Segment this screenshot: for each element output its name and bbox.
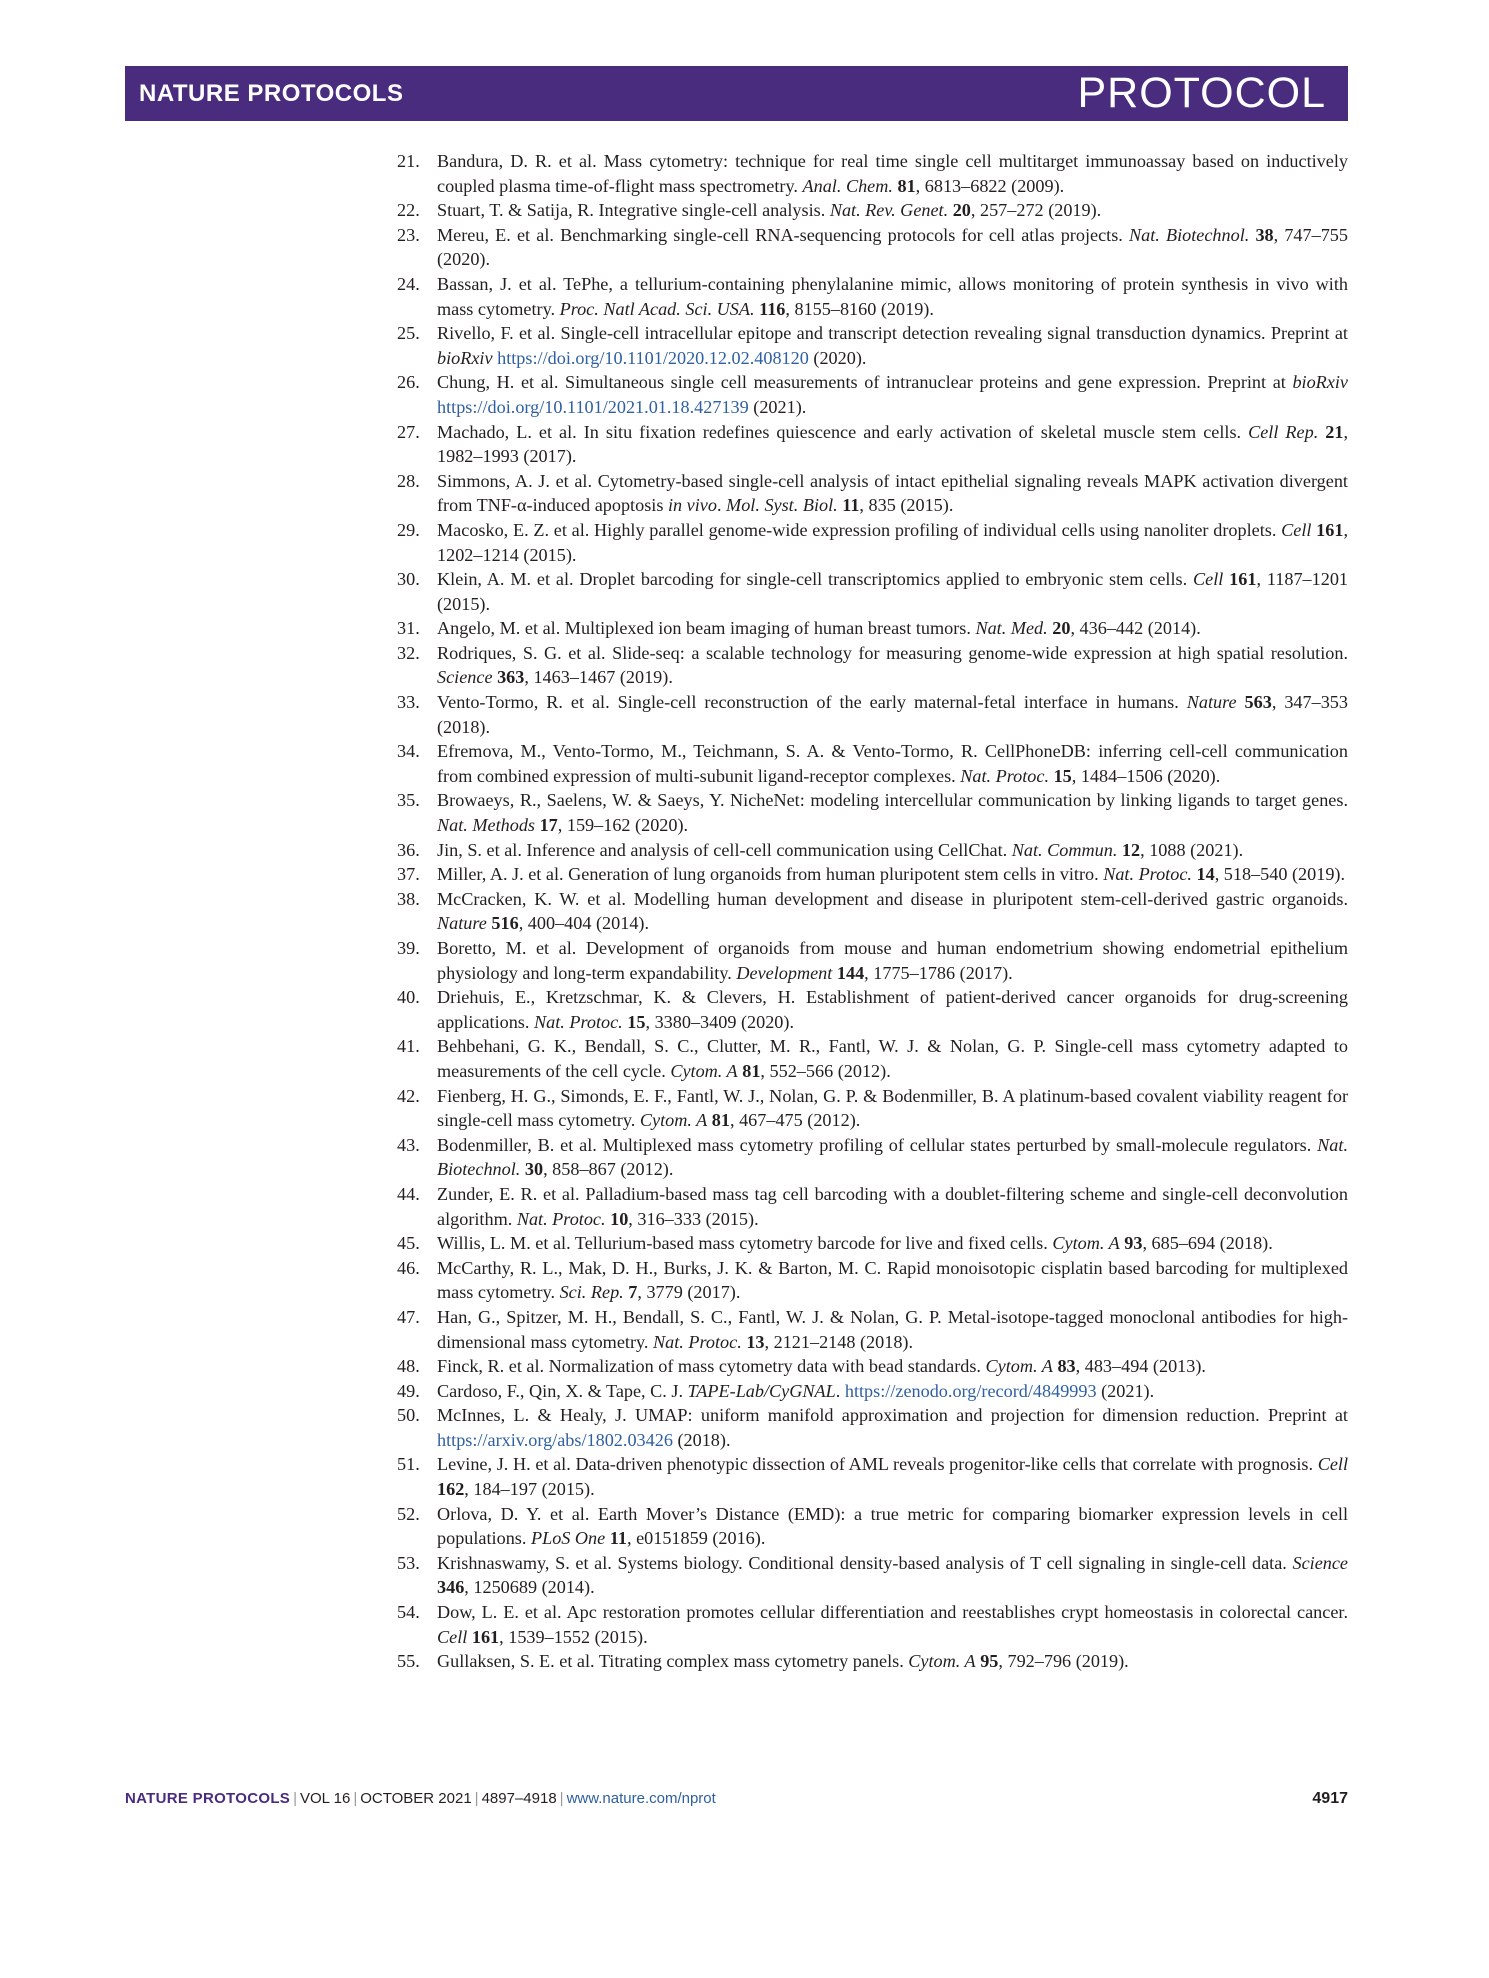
reference-text: , 1088 (2021). — [1140, 839, 1244, 860]
reference-item — [397, 1133, 1348, 1182]
reference-list — [397, 149, 1348, 1674]
reference-link[interactable]: https://doi.org/10.1101/2020.12.02.408120 — [497, 347, 809, 368]
reference-volume: 516 — [491, 913, 519, 934]
reference-italic-text: Nat. Protoc. — [653, 1331, 742, 1352]
reference-italic-text: Cell — [1192, 569, 1224, 590]
reference-volume: 162 — [437, 1479, 465, 1500]
reference-number: 31. — [397, 618, 420, 639]
footer-separator: | — [474, 1790, 479, 1807]
reference-text: , 1202–1214 (2015). — [437, 519, 1348, 565]
reference-italic-text: Cytom. A — [639, 1110, 708, 1131]
reference-italic-text: Development — [736, 962, 833, 983]
reference-text: Miller, A. J. et al. Generation of lung organoids from human pluripotent stem cells in vitro. — [437, 864, 1104, 885]
journal-header-bar — [125, 66, 1348, 121]
reference-item — [397, 1379, 1348, 1404]
footer-separator: | — [293, 1790, 297, 1807]
reference-item — [397, 862, 1348, 887]
reference-text: , 467–475 (2012). — [729, 1110, 861, 1131]
reference-number: 21. — [397, 151, 420, 171]
reference-item — [397, 1231, 1348, 1256]
reference-text: , 8155–8160 (2019). — [785, 298, 934, 319]
reference-italic-text: Cell — [1281, 519, 1312, 540]
reference-text: Han, G., Spitzer, M. H., Bendall, S. C., Fantl, W. J. & Nolan, G. P. Metal-isotope-tagged monoclonal antibodies for high-dimensional mass cytometry. — [437, 1306, 1348, 1352]
reference-italic-text: Nat. Protoc. — [516, 1208, 606, 1229]
reference-italic-text: Cytom. A — [670, 1060, 738, 1081]
reference-text: Bodenmiller, B. et al. Multiplexed mass cytometry profiling of cellular states perturbed by small-molecule regulators. — [437, 1134, 1318, 1155]
reference-text: Mereu, E. et al. Benchmarking single-cell RNA-sequencing protocols for cell atlas projects. — [437, 224, 1129, 245]
reference-item — [397, 198, 1348, 223]
reference-item — [397, 1256, 1348, 1305]
reference-text: , 858–867 (2012). — [543, 1159, 674, 1180]
reference-item — [397, 272, 1348, 321]
reference-item — [397, 469, 1348, 518]
reference-italic-text: in vivo — [667, 495, 717, 516]
reference-text: , 184–197 (2015). — [464, 1479, 595, 1500]
reference-text — [1237, 692, 1245, 712]
reference-text: Rivello, F. et al. Single-cell intracellular epitope and transcript detection revealing signal transduction dynamics. Preprint at — [437, 323, 1348, 344]
reference-italic-text: Nat. Protoc. — [960, 765, 1050, 786]
reference-text: , 257–272 (2019). — [970, 200, 1102, 221]
reference-volume: 161 — [471, 1626, 500, 1647]
reference-number: 40. — [397, 987, 420, 1008]
reference-volume: 161 — [1316, 519, 1344, 540]
reference-text: , 1463–1467 (2019). — [524, 667, 673, 688]
reference-volume: 15 — [1053, 765, 1072, 786]
footer-journal: NATURE PROTOCOLS — [125, 1790, 291, 1807]
reference-item — [397, 690, 1348, 739]
reference-text: Browaeys, R., Saelens, W. & Saeys, Y. NicheNet: modeling intercellular communication by linking ligands to target genes. — [437, 790, 1348, 811]
reference-volume: 20 — [952, 200, 971, 221]
reference-volume: 7 — [628, 1282, 638, 1303]
journal-name: NATURE PROTOCOLS — [139, 80, 404, 107]
reference-number: 35. — [397, 790, 420, 811]
reference-text: , 1982–1993 (2017). — [437, 421, 1348, 467]
reference-volume: 346 — [437, 1577, 465, 1598]
reference-number: 29. — [397, 519, 420, 540]
reference-number: 48. — [397, 1356, 420, 1377]
reference-item — [397, 1502, 1348, 1551]
reference-text: Orlova, D. Y. et al. Earth Mover’s Distance (EMD): a true metric for comparing biomarker expression levels in cell populations. — [437, 1503, 1348, 1549]
reference-italic-text: Proc. Natl Acad. Sci. USA. — [559, 298, 755, 319]
reference-italic-text: Cell Rep. — [1248, 421, 1319, 442]
reference-item — [397, 518, 1348, 567]
reference-volume: 11 — [842, 495, 860, 516]
reference-text: Zunder, E. R. et al. Palladium-based mass tag cell barcoding with a doublet-filtering scheme and single-cell deconvolution algorithm. — [437, 1183, 1348, 1229]
reference-item — [397, 788, 1348, 837]
reference-italic-text: Science — [1292, 1552, 1348, 1573]
footer-separator: | — [353, 1790, 358, 1807]
reference-text: , 685–694 (2018). — [1142, 1233, 1273, 1254]
reference-item — [397, 1551, 1348, 1600]
reference-text: , 6813–6822 (2009). — [915, 175, 1065, 196]
reference-text: . — [835, 1380, 845, 1401]
reference-text: Bandura, D. R. et al. Mass cytometry: technique for real time single cell multitarget immunoassay based on inductively coupled plasma time-of-flight mass spectrometry. — [437, 151, 1348, 196]
page-number: 4917 — [1312, 1790, 1348, 1807]
page-footer — [125, 1790, 1348, 1814]
reference-text: McInnes, L. & Healy, J. UMAP: uniform manifold approximation and projection for dimension reduction. Preprint at — [437, 1405, 1348, 1426]
reference-item — [397, 838, 1348, 863]
footer-url-link[interactable]: www.nature.com/nprot — [566, 1790, 716, 1807]
reference-italic-text: Cell — [1317, 1454, 1348, 1475]
reference-text: Behbehani, G. K., Bendall, S. C., Clutter, M. R., Fantl, W. J. & Nolan, G. P. Single-cell mass cytometry adapted to measurements of the cell cycle. — [437, 1036, 1348, 1081]
reference-text: Simmons, A. J. et al. Cytometry-based single-cell analysis of intact epithelial signaling reveals MAPK activation divergent from TNF-α-induced apoptosis — [437, 470, 1348, 516]
reference-text: , 747–755 (2020). — [437, 224, 1348, 270]
reference-item — [397, 641, 1348, 690]
reference-text: , 3779 (2017). — [637, 1282, 741, 1303]
reference-item — [397, 1305, 1348, 1354]
reference-italic-text: Science — [437, 667, 493, 688]
reference-text: , 552–566 (2012). — [760, 1060, 891, 1081]
reference-volume: 30 — [524, 1159, 544, 1180]
reference-volume: 81 — [711, 1110, 730, 1131]
reference-text: Boretto, M. et al. Development of organoids from mouse and human endometrium showing endometrial epithelium physiology and long-term expandability. — [437, 938, 1348, 983]
reference-link[interactable]: https://doi.org/10.1101/2021.01.18.427139 — [437, 396, 749, 417]
reference-text: . — [716, 495, 727, 516]
reference-volume: 116 — [759, 298, 786, 319]
reference-item — [397, 616, 1348, 641]
reference-text: , 347–353 (2018). — [437, 692, 1348, 737]
reference-text: (2021). — [748, 396, 807, 417]
reference-text: Rodriques, S. G. et al. Slide-seq: a scalable technology for measuring genome-wide expression at high spatial resolution. — [437, 642, 1348, 663]
reference-text: , 316–333 (2015). — [628, 1208, 759, 1229]
reference-number: 49. — [397, 1380, 420, 1401]
reference-text: , 1484–1506 (2020). — [1071, 765, 1221, 786]
reference-volume: 144 — [836, 962, 865, 983]
reference-number: 36. — [397, 839, 420, 860]
reference-number: 45. — [397, 1233, 420, 1254]
reference-volume: 81 — [742, 1060, 761, 1081]
reference-text: (2018). — [672, 1429, 731, 1450]
reference-text: , 3380–3409 (2020). — [645, 1011, 794, 1032]
reference-volume: 95 — [980, 1651, 999, 1672]
reference-text: Angelo, M. et al. Multiplexed ion beam imaging of human breast tumors. — [437, 618, 976, 639]
reference-italic-text: TAPE-Lab/CyGNAL — [687, 1380, 836, 1401]
reference-text: , 1775–1786 (2017). — [864, 962, 1013, 983]
reference-italic-text: Nature — [1186, 692, 1237, 713]
reference-italic-text: Nat. Biotechnol. — [437, 1134, 1348, 1180]
reference-item — [397, 1084, 1348, 1133]
reference-text: , 1250689 (2014). — [464, 1577, 595, 1598]
reference-item — [397, 887, 1348, 936]
reference-volume: 15 — [627, 1011, 646, 1032]
reference-link[interactable]: https://zenodo.org/record/4849993 — [844, 1380, 1097, 1401]
reference-text: Dow, L. E. et al. Apc restoration promotes cellular differentiation and reestablishes crypt homeostasis in colorectal cancer. — [437, 1602, 1348, 1623]
reference-text: Machado, L. et al. In situ fixation redefines quiescence and early activation of skeletal muscle stem cells. — [437, 421, 1249, 442]
reference-text: Cardoso, F., Qin, X. & Tape, C. J. — [437, 1380, 688, 1401]
reference-italic-text: Sci. Rep. — [559, 1282, 624, 1303]
footer-pages: 4897–4918 — [481, 1790, 557, 1807]
reference-number: 25. — [397, 323, 420, 344]
reference-number: 44. — [397, 1183, 420, 1204]
reference-item — [397, 1182, 1348, 1231]
reference-text: Levine, J. H. et al. Data-driven phenotypic dissection of AML reveals progenitor-like cells that correlate with prognosis. — [437, 1454, 1318, 1475]
reference-volume: 81 — [897, 175, 916, 196]
reference-volume: 20 — [1052, 618, 1071, 639]
reference-number: 55. — [397, 1651, 420, 1672]
reference-text: Finck, R. et al. Normalization of mass cytometry data with bead standards. — [437, 1356, 986, 1377]
reference-number: 33. — [397, 692, 420, 713]
reference-italic-text: bioRxiv — [437, 347, 493, 368]
reference-volume: 13 — [746, 1331, 765, 1352]
reference-text: Chung, H. et al. Simultaneous single cell measurements of intranuclear proteins and gene expression. Preprint at — [437, 372, 1293, 393]
reference-item — [397, 739, 1348, 788]
reference-volume: 10 — [610, 1208, 629, 1229]
reference-text: Macosko, E. Z. et al. Highly parallel genome-wide expression profiling of individual cells using nanoliter droplets. — [437, 519, 1282, 540]
reference-volume: 12 — [1121, 839, 1141, 860]
reference-volume: 21 — [1325, 421, 1344, 442]
reference-number: 28. — [397, 470, 420, 491]
reference-text: , 483–494 (2013). — [1075, 1356, 1206, 1377]
reference-text: McCarthy, R. L., Mak, D. H., Burks, J. K. & Barton, M. C. Rapid monoisotopic cisplatin based barcoding for multiplexed mass cytometry. — [437, 1257, 1348, 1303]
reference-text: Vento-Tormo, R. et al. Single-cell reconstruction of the early maternal-fetal interface in humans. — [437, 692, 1187, 713]
reference-text: , 436–442 (2014). — [1070, 618, 1201, 639]
reference-volume: 161 — [1229, 569, 1257, 590]
reference-italic-text: Cytom. A — [908, 1651, 976, 1672]
reference-number: 43. — [397, 1134, 420, 1155]
reference-item — [397, 1649, 1348, 1674]
reference-item — [397, 1034, 1348, 1083]
reference-text: Krishnaswamy, S. et al. Systems biology. Conditional density-based analysis of T cell signaling in single-cell data. — [437, 1552, 1293, 1573]
reference-number: 26. — [397, 372, 420, 393]
reference-number: 42. — [397, 1085, 420, 1106]
reference-link[interactable]: https://arxiv.org/abs/1802.03426 — [437, 1429, 673, 1450]
reference-italic-text: Cytom. A — [985, 1356, 1053, 1377]
reference-italic-text: Nat. Protoc. — [533, 1011, 623, 1032]
reference-italic-text: Nat. Med. — [975, 618, 1048, 639]
reference-italic-text: Nat. Methods — [437, 815, 536, 836]
reference-text: , e0151859 (2016). — [626, 1528, 766, 1549]
reference-item — [397, 370, 1348, 419]
reference-text: , 835 (2015). — [859, 495, 954, 516]
reference-italic-text: Nat. Biotechnol. — [1128, 224, 1250, 245]
reference-item — [397, 1354, 1348, 1379]
reference-volume: 11 — [609, 1528, 627, 1549]
reference-text: , 400–404 (2014). — [518, 913, 650, 934]
reference-text: McCracken, K. W. et al. Modelling human development and disease in pluripotent stem-cell-derived gastric organoids. — [437, 888, 1348, 909]
reference-italic-text: bioRxiv — [1292, 372, 1348, 393]
reference-text: , 792–796 (2019). — [998, 1651, 1129, 1672]
reference-number: 41. — [397, 1036, 420, 1057]
reference-item — [397, 567, 1348, 616]
reference-number: 23. — [397, 224, 420, 245]
reference-number: 37. — [397, 864, 420, 885]
reference-volume: 14 — [1196, 864, 1215, 885]
reference-text: Jin, S. et al. Inference and analysis of cell-cell communication using CellChat. — [437, 839, 1012, 860]
footer-separator: | — [559, 1790, 564, 1807]
reference-number: 39. — [397, 938, 420, 958]
reference-number: 54. — [397, 1602, 420, 1623]
reference-text: Gullaksen, S. E. et al. Titrating complex mass cytometry panels. — [437, 1651, 909, 1672]
reference-text: Stuart, T. & Satija, R. Integrative single-cell analysis. — [437, 200, 830, 221]
reference-text: Efremova, M., Vento-Tormo, M., Teichmann, S. A. & Vento-Tormo, R. CellPhoneDB: inferring cell-cell communication from combined expression of multi-subunit ligand-receptor complexes. — [437, 741, 1348, 786]
footer-date: OCTOBER 2021 — [360, 1790, 472, 1807]
reference-number: 30. — [397, 569, 420, 590]
reference-volume: 17 — [539, 815, 558, 836]
reference-number: 24. — [397, 273, 420, 294]
reference-italic-text: Cell — [437, 1626, 468, 1647]
reference-number: 27. — [397, 421, 420, 442]
reference-number: 53. — [397, 1552, 420, 1573]
reference-text: , 1187–1201 (2015). — [437, 569, 1349, 614]
reference-volume: 38 — [1255, 224, 1274, 245]
reference-text: , 2121–2148 (2018). — [764, 1331, 914, 1352]
reference-italic-text: Nat. Rev. Genet. — [829, 200, 949, 221]
reference-italic-text: Nature — [437, 913, 487, 934]
reference-item — [397, 420, 1348, 469]
reference-volume: 93 — [1124, 1233, 1143, 1254]
reference-number: 22. — [397, 200, 420, 221]
reference-item — [397, 1600, 1348, 1649]
reference-text: , 1539–1552 (2015). — [499, 1626, 648, 1647]
reference-text: , 159–162 (2020). — [557, 815, 689, 836]
reference-item — [397, 149, 1348, 198]
reference-text: (2020). — [808, 347, 867, 368]
reference-italic-text: Nat. Commun. — [1011, 839, 1118, 860]
reference-italic-text: Nat. Protoc. — [1103, 864, 1192, 885]
reference-volume: 563 — [1244, 692, 1272, 713]
reference-number: 51. — [397, 1454, 420, 1475]
reference-text: Driehuis, E., Kretzschmar, K. & Clevers, H. Establishment of patient-derived cancer organoids for drug-screening applications. — [437, 987, 1348, 1032]
reference-number: 50. — [397, 1405, 420, 1426]
reference-number: 34. — [397, 741, 420, 762]
reference-text: Willis, L. M. et al. Tellurium-based mass cytometry barcode for live and fixed cells. — [437, 1233, 1053, 1254]
reference-item — [397, 1452, 1348, 1501]
reference-text: Klein, A. M. et al. Droplet barcoding for single-cell transcriptomics applied to embryonic stem cells. — [437, 569, 1193, 590]
reference-text: (2021). — [1096, 1380, 1155, 1401]
reference-item — [397, 321, 1348, 370]
reference-number: 47. — [397, 1306, 420, 1327]
reference-text: Fienberg, H. G., Simonds, E. F., Fantl, W. J., Nolan, G. P. & Bodenmiller, B. A platinum-based covalent viability reagent for single-cell mass cytometry. — [437, 1085, 1348, 1131]
section-label: PROTOCOL — [1077, 69, 1326, 117]
reference-italic-text: Mol. Syst. Biol. — [726, 495, 838, 516]
reference-text: Bassan, J. et al. TePhe, a tellurium-containing phenylalanine mimic, allows monitoring of protein synthesis in vivo with mass cytometry. — [437, 273, 1348, 319]
reference-number: 52. — [397, 1503, 420, 1524]
footer-volume: VOL 16 — [300, 1790, 351, 1807]
reference-volume: 363 — [497, 667, 525, 688]
reference-italic-text: PLoS One — [530, 1528, 606, 1549]
reference-item — [397, 1403, 1348, 1452]
reference-volume: 83 — [1057, 1356, 1076, 1377]
reference-item — [397, 985, 1348, 1034]
reference-number: 32. — [397, 642, 420, 663]
reference-italic-text: Anal. Chem. — [802, 175, 893, 196]
reference-italic-text: Cytom. A — [1052, 1233, 1120, 1254]
reference-number: 38. — [397, 888, 420, 909]
reference-number: 46. — [397, 1257, 420, 1278]
reference-text: , 518–540 (2019). — [1214, 864, 1346, 885]
reference-item — [397, 936, 1348, 985]
reference-item — [397, 223, 1348, 272]
